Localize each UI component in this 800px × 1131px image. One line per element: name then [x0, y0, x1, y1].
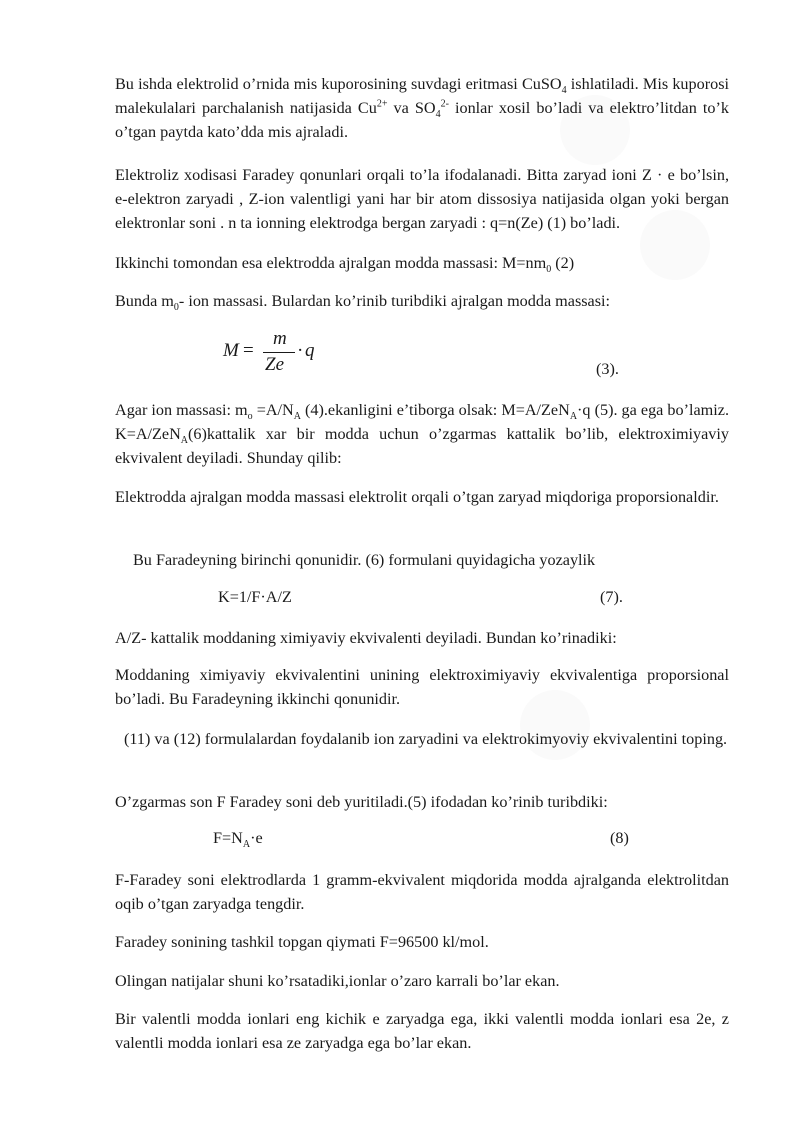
equation-number-7: (7).	[600, 588, 623, 606]
paragraph-13: Faradey sonining tashkil topgan qiymati F=96500 kl/mol.	[115, 933, 489, 951]
formula-numerator: m	[273, 328, 287, 349]
fraction-bar	[263, 352, 295, 353]
paragraph-11: O’zgarmas son F Faradey soni deb yuritiladi.(5) ifodadan ko’rinib turibdiki:	[115, 793, 608, 811]
paragraph-8: A/Z- kattalik moddaning ximiyaviy ekvivalenti deyiladi. Bundan ko’rinadiki:	[115, 629, 617, 647]
formula-3	[223, 330, 333, 386]
paragraph-14: Olingan natijalar shuni ko’rsatadiki,ionlar o’zaro karrali bo’lar ekan.	[115, 972, 560, 990]
formula-equals: =	[243, 340, 254, 361]
paragraph-4: Bunda $m_0-$ ion massasi. Bulardan ko’rinib turibdiki ajralgan modda massasi:	[115, 292, 611, 314]
paragraph-1: Bu ishda elektrolid o’rnida mis kuporosining suvdagi eritmasi CuSO$_4$ ishlatiladi. Mis kuporosi malekulalari parchalanish natijasida $Cu^{2+}$ va $SO_4^{2-}$ ionlar xosil bo’ladi va elektro’litdan to’k o’tgan paytda kato’dda mis ajraladi.	[115, 75, 729, 141]
paragraph-2: Elektroliz xodisasi Faradey qonunlari orqali to’la ifodalanadi. Bitta zaryad ioni Z · e bo’lsin, e-elektron zaryadi , Z-ion valentligi yani har bir atom dissosiya natijasida olgan yoki bergan elektronlar soni . n ta ionning elektrodga bergan zaryadi : q=n(Ze) (1) bo’ladi.	[115, 166, 729, 232]
paragraph-9: Moddaning ximiyaviy ekvivalentini unining elektroximiyaviy ekvivalentiga proporsional bo’ladi. Bu Faradeyning ikkinchi qonunidir.	[115, 666, 729, 708]
paragraph-7: Bu Faradeyning birinchi qonunidir. (6) formulani quyidagicha yozaylik	[133, 551, 596, 569]
equation-number-3: (3).	[596, 360, 619, 378]
equation-number-8: (8)	[610, 829, 629, 847]
formula-q: q	[305, 340, 315, 361]
equation-8: $F=N_A\cdot e$	[213, 829, 263, 851]
paragraph-6: Elektrodda ajralgan modda massasi elektrolit orqali o’tgan zaryad miqdoriga proporsionaldir.	[115, 488, 719, 506]
paragraph-12: F-Faradey soni elektrodlarda 1 gramm-ekvivalent miqdorida modda ajralganda elektrolitdan oqib o’tgan zaryadga tengdir.	[115, 871, 729, 913]
paragraph-3: Ikkinchi tomondan esa elektrodda ajralgan modda massasi: $M=nm_0$ (2)	[115, 254, 575, 276]
paragraph-5: Agar ion massasi: $m_o =A/N_A$ (4).ekanligini e’tiborga olsak: M=A/ZeN$_A$·q (5). ga ega bo’lamiz. K=A/ZeN$_A$(6)kattalik xar bir modda uchun o’zgarmas kattalik bo’lib, elektroximiyaviy ekvivalent deyiladi. Shunday qilib:	[115, 401, 729, 467]
paragraph-15: Bir valentli modda ionlari eng kichik e zaryadga ega, ikki valentli modda ionlari esa 2e, z valentli modda ionlari esa ze zaryadga ega bo’lar ekan.	[115, 1010, 729, 1052]
formula-lhs: M	[223, 340, 239, 361]
formula-denominator: Ze	[265, 354, 284, 375]
paragraph-10: (11) va (12) formulalardan foydalanib ion zaryadini va elektrokimyoviy ekvivalentini toping.	[124, 730, 728, 748]
equation-7: K=1/F·A/Z	[218, 588, 292, 606]
formula-dot: ·	[297, 340, 304, 361]
